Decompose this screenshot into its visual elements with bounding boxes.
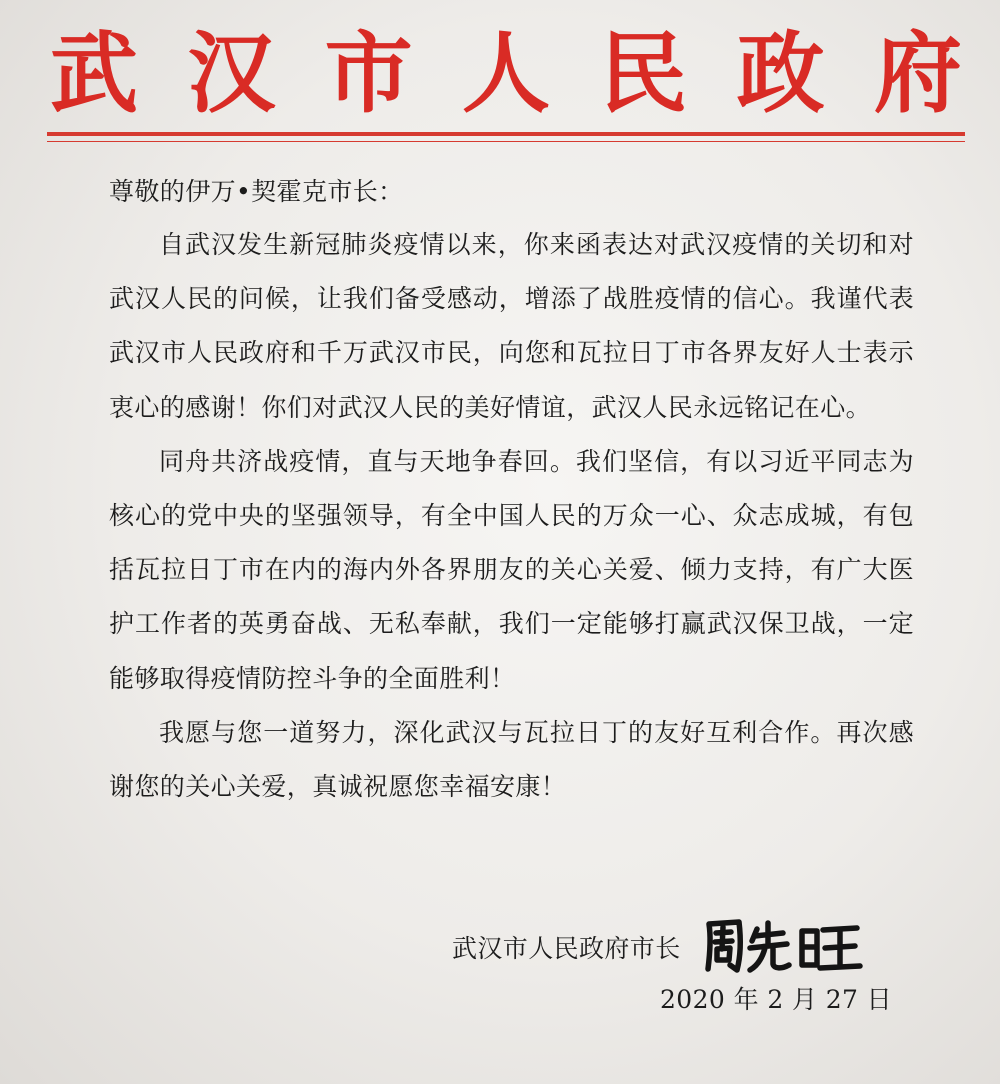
signatory-title: 武汉市人民政府市长 [452, 934, 681, 963]
signature-block [452, 915, 865, 975]
letterhead-char: 民 [599, 22, 688, 125]
paragraph-3: 我愿与您一道努力，深化武汉与瓦拉日丁的友好互利合作。再次感谢您的关心关爱，真诚祝愿您幸福安康！ [109, 717, 914, 802]
handwritten-signature [699, 915, 865, 975]
salutation: 尊敬的伊万•契霍克市长： [109, 177, 404, 206]
letterhead-title [50, 20, 962, 128]
letterhead-rule-thin [47, 141, 965, 142]
letterhead-char: 武 [50, 22, 139, 125]
letterhead-char: 政 [736, 22, 825, 125]
letterhead-char: 人 [461, 22, 550, 125]
letter-date: 2020 年 2 月 27 日 [660, 985, 893, 1014]
letter-body [109, 166, 914, 814]
letterhead-char: 府 [873, 22, 962, 125]
paragraph-2: 同舟共济战疫情，直与天地争春回。我们坚信，有以习近平同志为核心的党中央的坚强领导，有全中国人民的万众一心、众志成城，有包括瓦拉日丁市在内的海内外各界朋友的关心关爱、倾力支持，有广大医护工作者的英勇奋战、无私奉献，我们一定能够打赢武汉保卫战，一定能够取得疫情防控斗争的全面胜利！ [109, 446, 914, 693]
letterhead-char: 市 [324, 22, 413, 125]
letterhead-char: 汉 [187, 22, 276, 125]
letterhead-rule-thick [47, 132, 965, 136]
paragraph-1: 自武汉发生新冠肺炎疫情以来，你来函表达对武汉疫情的关切和对武汉人民的问候，让我们备受感动，增添了战胜疫情的信心。我谨代表武汉市人民政府和千万武汉市民，向您和瓦拉日丁市各界友好人士表示衷心的感谢！你们对武汉人民的美好情谊，武汉人民永远铭记在心。 [109, 230, 914, 422]
